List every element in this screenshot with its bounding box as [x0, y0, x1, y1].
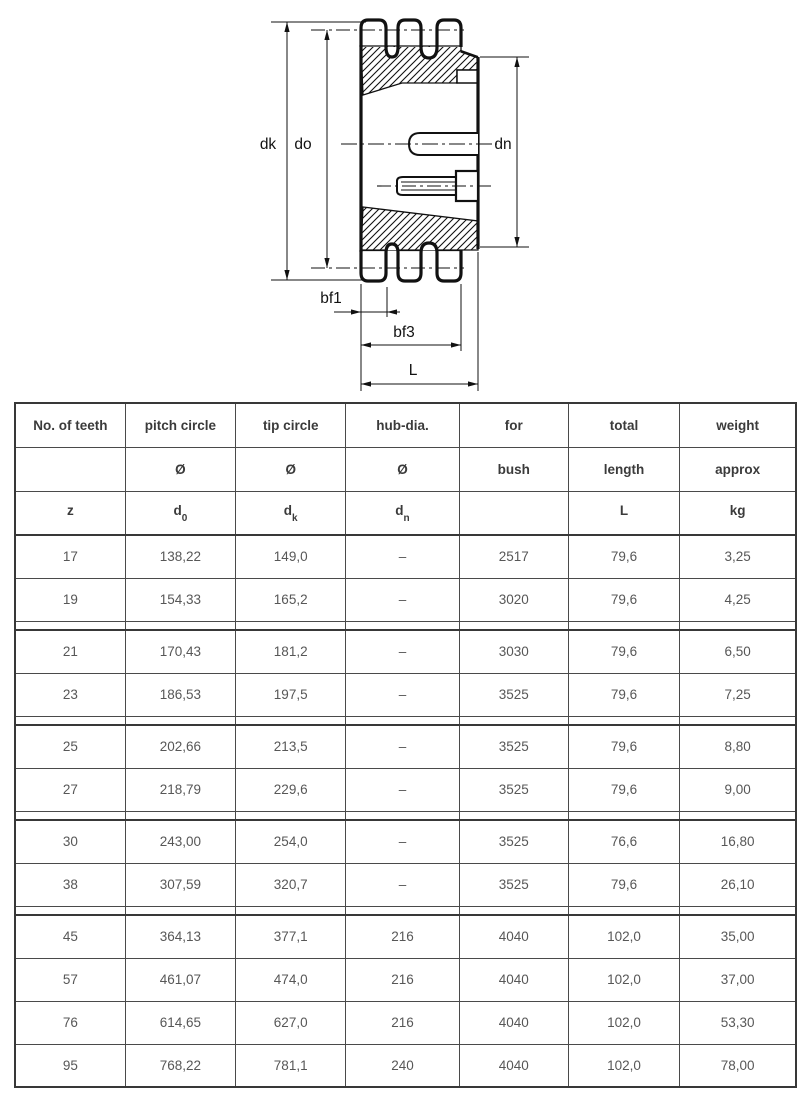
symbol-dn: $d_n$: [346, 491, 459, 535]
table-cell: 6,50: [680, 630, 796, 673]
table-cell: 79,6: [568, 768, 679, 811]
separator-cell: [236, 716, 346, 725]
table-cell: 102,0: [568, 1044, 679, 1087]
table-row: [15, 1044, 796, 1087]
symbol-z: z: [15, 491, 125, 535]
keyway-slot: [457, 70, 478, 83]
table-body: [15, 535, 796, 1087]
separator-cell: [125, 621, 235, 630]
table-cell: 76: [15, 1001, 125, 1044]
table-cell: –: [346, 863, 459, 906]
symbol-blank: [459, 491, 568, 535]
separator-cell: [125, 811, 235, 820]
table-cell: 3,25: [680, 535, 796, 578]
table-cell: –: [346, 535, 459, 578]
separator-cell: [568, 716, 679, 725]
table-cell: 3525: [459, 768, 568, 811]
table-header: [15, 403, 796, 535]
separator-cell: [15, 621, 125, 630]
separator-cell: [459, 621, 568, 630]
subheader-approx: approx: [680, 447, 796, 491]
table-cell: –: [346, 630, 459, 673]
table-cell: 3020: [459, 578, 568, 621]
table-cell: –: [346, 725, 459, 768]
col-header-teeth: No. of teeth: [15, 403, 125, 447]
table-cell: 320,7: [236, 863, 346, 906]
table-cell: 16,80: [680, 820, 796, 863]
table-cell: 19: [15, 578, 125, 621]
col-header-tip-circle: tip circle: [236, 403, 346, 447]
header-row-2: [15, 447, 796, 491]
separator-cell: [568, 621, 679, 630]
table-cell: 102,0: [568, 958, 679, 1001]
table-cell: 26,10: [680, 863, 796, 906]
dim-label-bf1: bf1: [320, 290, 342, 307]
table-cell: 102,0: [568, 1001, 679, 1044]
table-cell: 216: [346, 915, 459, 958]
table-cell: 216: [346, 1001, 459, 1044]
separator-cell: [568, 811, 679, 820]
table-cell: 9,00: [680, 768, 796, 811]
table-cell: 35,00: [680, 915, 796, 958]
table-cell: 79,6: [568, 535, 679, 578]
table-cell: –: [346, 820, 459, 863]
table-cell: 781,1: [236, 1044, 346, 1087]
dim-label-dn: dn: [494, 136, 512, 153]
table-cell: 25: [15, 725, 125, 768]
table-cell: 243,00: [125, 820, 235, 863]
table-cell: 138,22: [125, 535, 235, 578]
table-row: [15, 673, 796, 716]
table-cell: 53,30: [680, 1001, 796, 1044]
table-cell: 27: [15, 768, 125, 811]
table-cell: 364,13: [125, 915, 235, 958]
drawing-area: [0, 0, 812, 402]
table-cell: 45: [15, 915, 125, 958]
table-cell: 165,2: [236, 578, 346, 621]
separator-cell: [236, 811, 346, 820]
table-cell: 614,65: [125, 1001, 235, 1044]
subheader-diameter-3: Ø: [346, 447, 459, 491]
table-row: [15, 630, 796, 673]
separator-cell: [15, 716, 125, 725]
table-cell: 79,6: [568, 673, 679, 716]
separator-cell: [346, 716, 459, 725]
symbol-L: L: [568, 491, 679, 535]
table-cell: 461,07: [125, 958, 235, 1001]
subheader-blank: [15, 447, 125, 491]
table-cell: –: [346, 673, 459, 716]
dim-label-dk: dk: [259, 136, 277, 153]
dim-label-bf3: bf3: [393, 324, 415, 341]
group-separator-row: [15, 811, 796, 820]
table-cell: 4040: [459, 1044, 568, 1087]
table-cell: 57: [15, 958, 125, 1001]
table-cell: 37,00: [680, 958, 796, 1001]
group-separator-row: [15, 716, 796, 725]
dim-label-L: L: [408, 362, 418, 379]
table-cell: –: [346, 768, 459, 811]
table-cell: 216: [346, 958, 459, 1001]
table-cell: –: [346, 578, 459, 621]
table-cell: 7,25: [680, 673, 796, 716]
table-cell: 768,22: [125, 1044, 235, 1087]
table-cell: 170,43: [125, 630, 235, 673]
subheader-diameter-2: Ø: [236, 447, 346, 491]
bottom-flange-hatch: [361, 207, 478, 250]
dim-label-do: do: [294, 136, 312, 153]
col-header-pitch-circle: pitch circle: [125, 403, 235, 447]
table-row: [15, 820, 796, 863]
table-cell: 38: [15, 863, 125, 906]
table-cell: 627,0: [236, 1001, 346, 1044]
table-row: [15, 1001, 796, 1044]
table-cell: 79,6: [568, 725, 679, 768]
table-cell: 4,25: [680, 578, 796, 621]
table-cell: 154,33: [125, 578, 235, 621]
group-separator-row: [15, 621, 796, 630]
table-row: [15, 535, 796, 578]
col-header-hub-dia: hub-dia.: [346, 403, 459, 447]
table-cell: 186,53: [125, 673, 235, 716]
table-cell: 2517: [459, 535, 568, 578]
subheader-diameter-1: Ø: [125, 447, 235, 491]
table-cell: 78,00: [680, 1044, 796, 1087]
table-cell: 79,6: [568, 630, 679, 673]
table-cell: 23: [15, 673, 125, 716]
table-row: [15, 578, 796, 621]
table-row: [15, 958, 796, 1001]
subheader-bush: bush: [459, 447, 568, 491]
table-cell: 254,0: [236, 820, 346, 863]
separator-cell: [680, 811, 796, 820]
header-row-3: [15, 491, 796, 535]
table-cell: 4040: [459, 915, 568, 958]
table-row: [15, 768, 796, 811]
table-cell: 79,6: [568, 863, 679, 906]
table-cell: 21: [15, 630, 125, 673]
table-cell: 218,79: [125, 768, 235, 811]
symbol-kg: kg: [680, 491, 796, 535]
table-cell: 3525: [459, 725, 568, 768]
separator-cell: [680, 621, 796, 630]
header-row-1: [15, 403, 796, 447]
separator-cell: [15, 811, 125, 820]
symbol-dk: $d_k$: [236, 491, 346, 535]
group-separator-row: [15, 906, 796, 915]
table-cell: 79,6: [568, 578, 679, 621]
col-header-for: for: [459, 403, 568, 447]
table-row: [15, 725, 796, 768]
table-cell: 17: [15, 535, 125, 578]
sprocket-spec-table: [14, 402, 797, 1088]
table-cell: 229,6: [236, 768, 346, 811]
table-cell: 202,66: [125, 725, 235, 768]
separator-cell: [680, 716, 796, 725]
separator-cell: [15, 906, 125, 915]
separator-cell: [459, 906, 568, 915]
table-cell: 377,1: [236, 915, 346, 958]
separator-cell: [346, 811, 459, 820]
separator-cell: [680, 906, 796, 915]
col-header-weight: weight: [680, 403, 796, 447]
table-cell: 474,0: [236, 958, 346, 1001]
table-cell: 102,0: [568, 915, 679, 958]
table-cell: 3525: [459, 673, 568, 716]
table-cell: 3525: [459, 820, 568, 863]
table-cell: 3525: [459, 863, 568, 906]
table-cell: 76,6: [568, 820, 679, 863]
table-row: [15, 863, 796, 906]
table-cell: 95: [15, 1044, 125, 1087]
separator-cell: [568, 906, 679, 915]
table-cell: 149,0: [236, 535, 346, 578]
table-cell: 8,80: [680, 725, 796, 768]
separator-cell: [125, 716, 235, 725]
sprocket-drawing: [0, 0, 812, 402]
table-cell: 30: [15, 820, 125, 863]
separator-cell: [236, 621, 346, 630]
separator-cell: [125, 906, 235, 915]
table-cell: 213,5: [236, 725, 346, 768]
table-cell: 240: [346, 1044, 459, 1087]
table-cell: 4040: [459, 1001, 568, 1044]
table-cell: 307,59: [125, 863, 235, 906]
table-cell: 4040: [459, 958, 568, 1001]
separator-cell: [459, 716, 568, 725]
subheader-length: length: [568, 447, 679, 491]
table-row: [15, 915, 796, 958]
separator-cell: [459, 811, 568, 820]
table-cell: 197,5: [236, 673, 346, 716]
symbol-d0: $d_0$: [125, 491, 235, 535]
separator-cell: [346, 621, 459, 630]
table-cell: 181,2: [236, 630, 346, 673]
separator-cell: [236, 906, 346, 915]
separator-cell: [346, 906, 459, 915]
table-cell: 3030: [459, 630, 568, 673]
col-header-total: total: [568, 403, 679, 447]
